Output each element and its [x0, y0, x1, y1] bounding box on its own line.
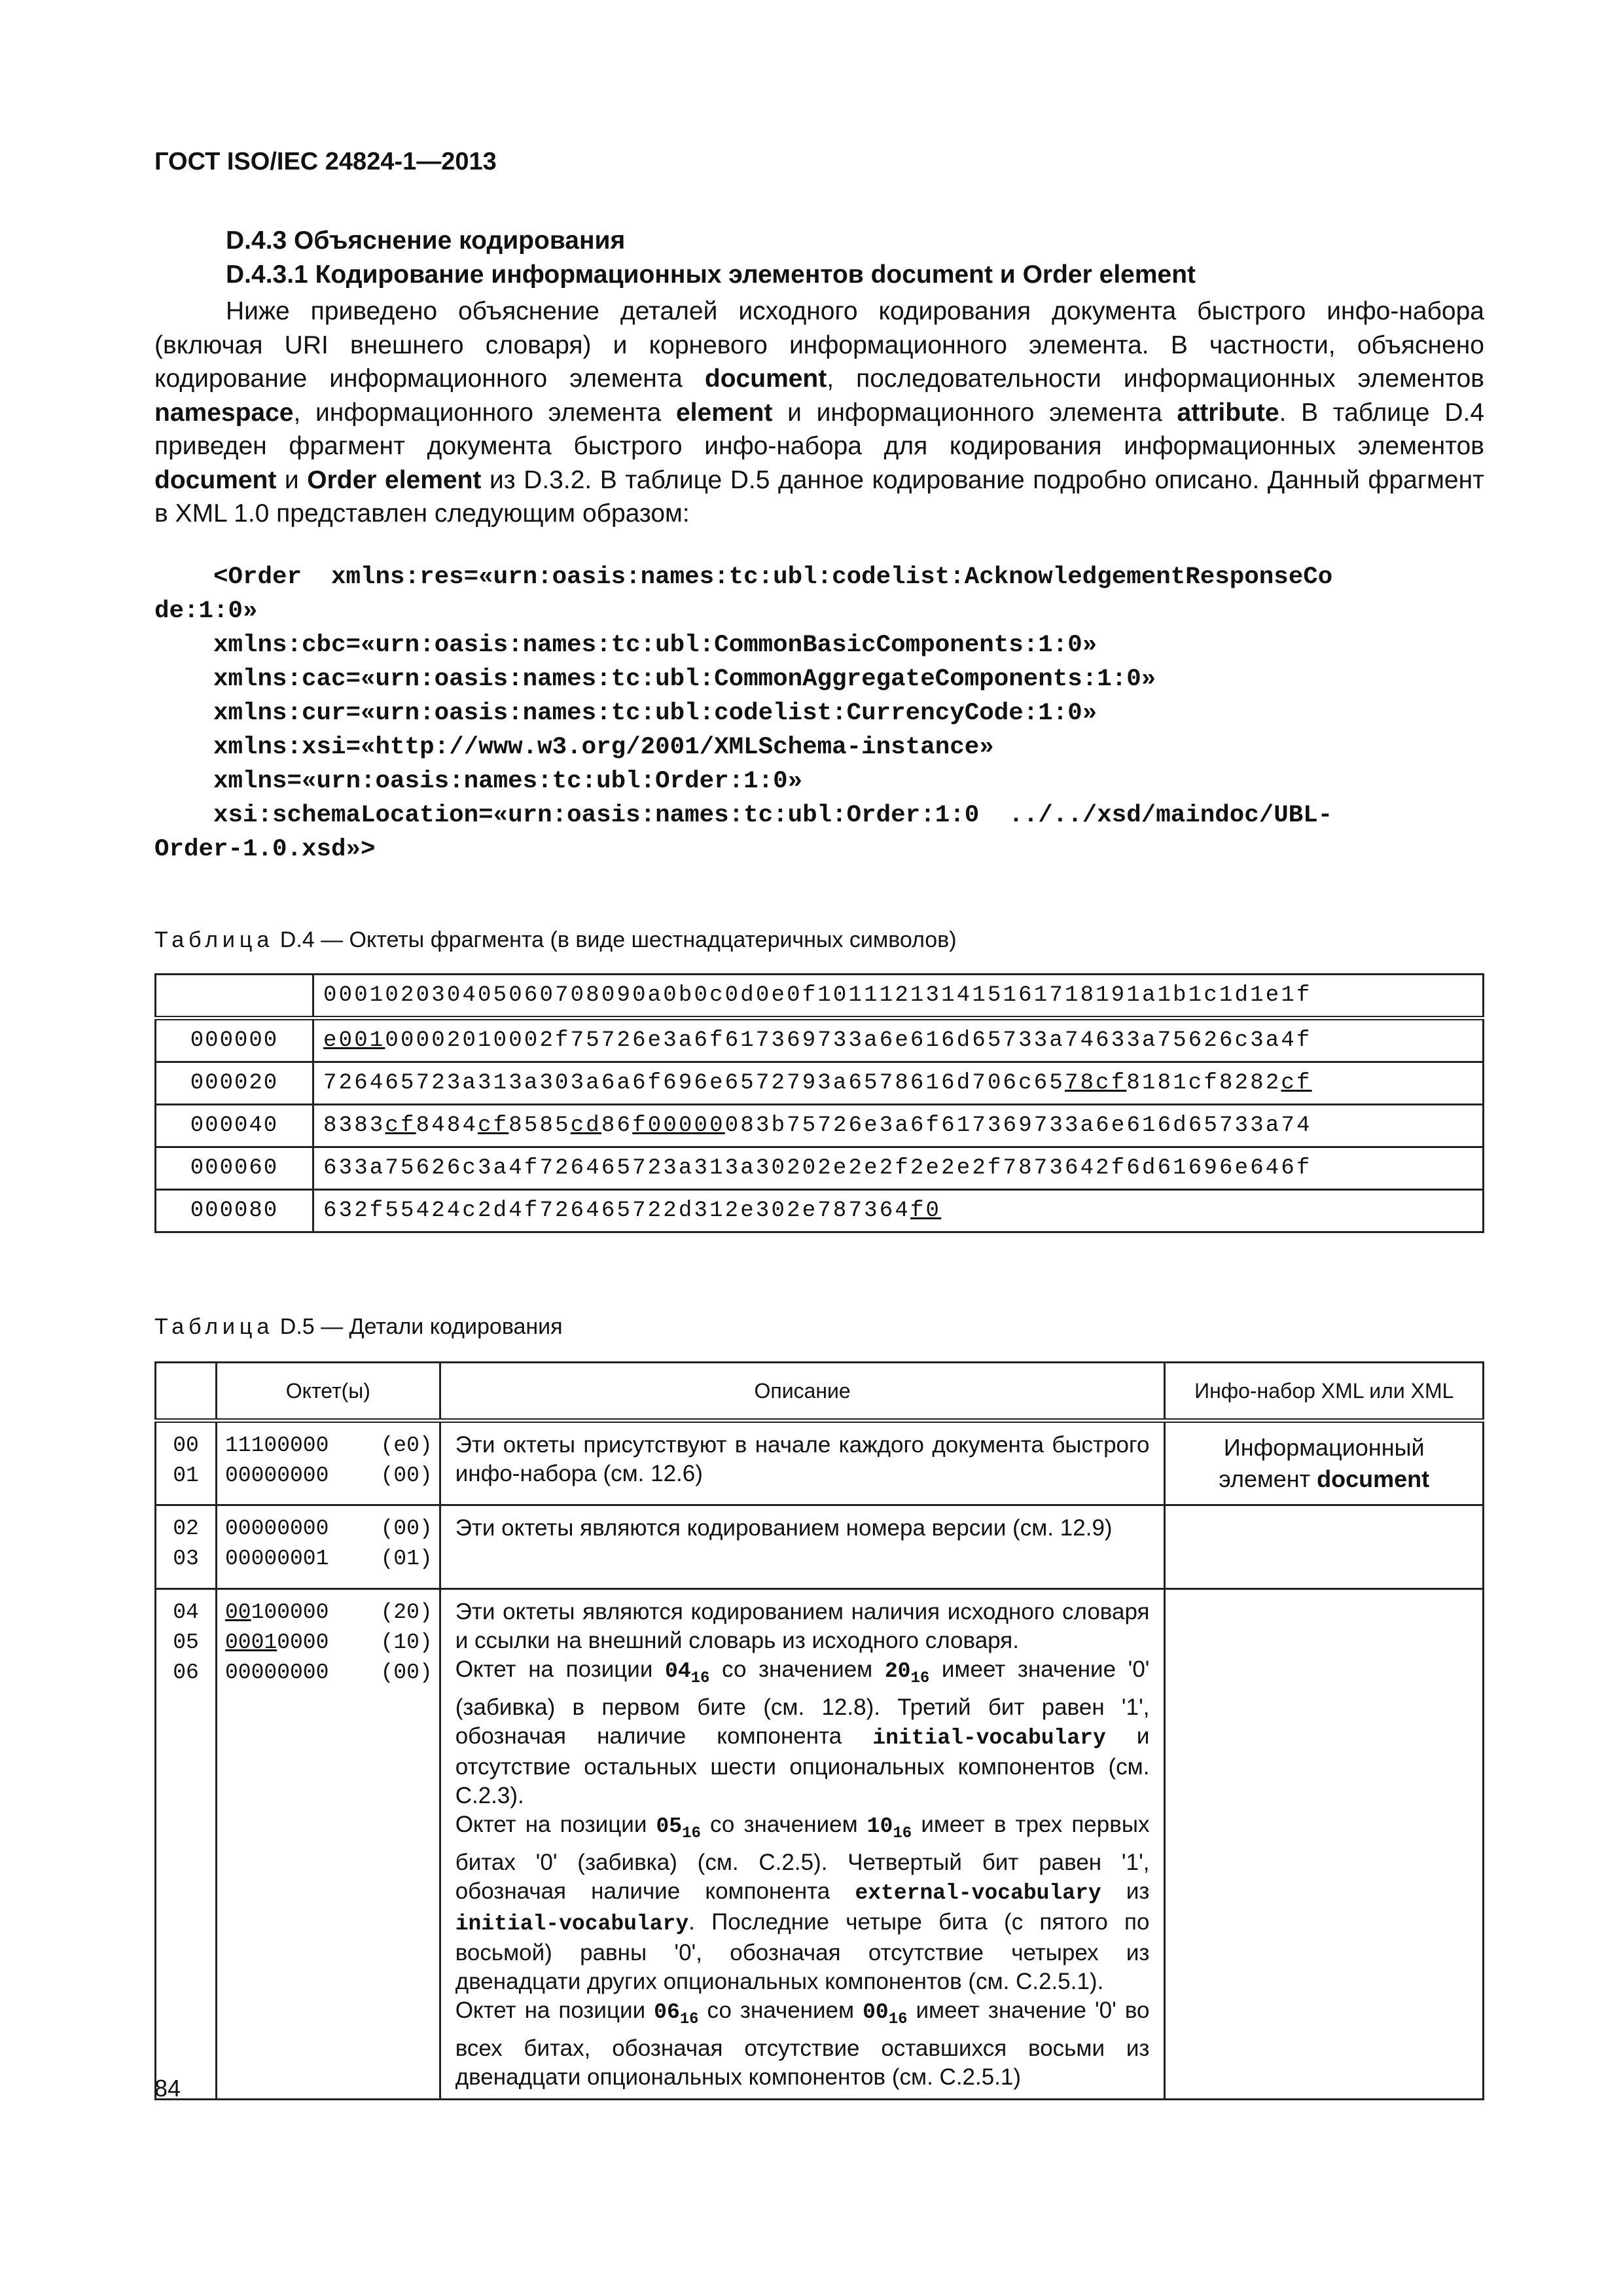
- column-header-octets: Октет(ы): [216, 1363, 440, 1421]
- infoset-term: document: [1317, 1465, 1430, 1492]
- hex-subscript: 16: [888, 2011, 908, 2028]
- hex-segment: 86: [601, 1113, 633, 1138]
- octet-hex: (20): [380, 1600, 433, 1624]
- octet-index: 04: [173, 1600, 199, 1624]
- code-line: xmlns:cur=«urn:oasis:names:tc:ubl:codelist:CurrencyCode:1:0»: [154, 700, 1097, 727]
- term-namespace: namespace: [154, 398, 294, 427]
- caption-label: Таблица: [154, 927, 274, 952]
- table-d4-caption: [154, 927, 957, 953]
- octet-binary: 00000001: [224, 1547, 329, 1571]
- hex-segment: 00002010002f75726e3a6f617369733a6e616d65733a74633a75626c3a4f: [385, 1028, 1312, 1053]
- desc-text: . Последние четыре бита (с пятого по восьмой) равны '0', обозначая отсутствие четырех из двенадцати других опциональных компонентов (см. C.2.5.1).: [455, 1909, 1150, 1994]
- hex-segment-underlined: cf: [1281, 1071, 1312, 1096]
- hex-bytes: [313, 1190, 1484, 1232]
- row-offset: 000060: [156, 1147, 313, 1190]
- table-d4: [154, 973, 1484, 1233]
- subsection-heading: D.4.3.1 Кодирование информационных элементов document и Order element: [226, 260, 1196, 289]
- octet-value: [225, 1544, 433, 1574]
- octet-value: [225, 1598, 433, 1628]
- row-offset: 000020: [156, 1062, 313, 1105]
- code-line: xmlns:cac=«urn:oasis:names:tc:ubl:CommonAggregateComponents:1:0»: [154, 666, 1156, 693]
- table-row: [156, 1018, 1484, 1062]
- table-row: [156, 1147, 1484, 1190]
- desc-text: имеет значение '0' (забивка) в первом бите (см. 12.8). Третий бит равен '1', обозначая наличие компонента: [455, 1657, 1150, 1749]
- desc-text: из: [1101, 1878, 1150, 1904]
- description-paragraph: [455, 1810, 1150, 1996]
- octet-position: 06: [654, 2000, 680, 2024]
- desc-text: имеет значение '0' во всех битах, обозначая отсутствие оставшихся восьми из двенадцати опциональных компонентов (см. C.2.5.1): [455, 1998, 1150, 2090]
- hex-segment: 726465723a313a303a6a6f696e6572793a6578616d706c65: [323, 1071, 1065, 1096]
- octet-index: 06: [173, 1660, 199, 1685]
- hex-segment: 8484: [416, 1113, 478, 1138]
- octet-position: 04: [665, 1659, 691, 1683]
- hex-subscript: 16: [893, 1825, 912, 1842]
- component-name: initial-vocabulary: [455, 1912, 689, 1936]
- octet-index-cell: [156, 1421, 217, 1505]
- column-header-description: Описание: [440, 1363, 1165, 1421]
- section-heading: D.4.3 Объяснение кодирования: [226, 226, 626, 255]
- code-line: <Order xmlns:res=«urn:oasis:names:tc:ubl:codelist:AcknowledgementResponseCo: [154, 564, 1333, 591]
- hex-segment-underlined: f0: [910, 1198, 942, 1223]
- table-row: [156, 1105, 1484, 1147]
- desc-text: Октет на позиции: [455, 1998, 654, 2023]
- hex-segment-underlined: cf: [478, 1113, 509, 1138]
- desc-text: имеет в трех первых битах '0' (забивка) (см. C.2.5). Четвертый бит равен '1', обозначая наличие компонента: [455, 1812, 1150, 1904]
- code-line: xsi:schemaLocation=«urn:oasis:names:tc:ubl:Order:1:0 ../../xsd/maindoc/UBL-: [154, 802, 1333, 829]
- page-number: 84: [154, 2075, 181, 2102]
- row-offset: 000040: [156, 1105, 313, 1147]
- term-order-element: Order element: [307, 465, 482, 494]
- table-row: [156, 1589, 1484, 2100]
- table-row: [156, 1062, 1484, 1105]
- table-d5-caption: [154, 1314, 563, 1340]
- octet-binary: 00000000: [224, 1660, 329, 1685]
- description-paragraph: Эти октеты являются кодированием наличия исходного словаря и ссылки на внешний словарь из исходного словаря.: [455, 1599, 1150, 1653]
- octet-bits: 0000: [277, 1630, 329, 1655]
- paragraph-text: Ниже приведено объяснение деталей исходного кодирования документа быстрого инфо-набора (включая URI внешнего словаря) и корневого информационного элемента. В частности, объяснено кодирование информационного элемента: [154, 297, 1484, 393]
- paragraph-text: и: [276, 465, 308, 494]
- paragraph-text: из D.3.2. В таблице D.5 данное кодирование подробно описано. Данный фрагмент в XML 1.0 представлен следующим образом:: [154, 465, 1484, 528]
- component-name: initial-vocabulary: [872, 1726, 1106, 1750]
- hex-segment: 083b75726e3a6f617369733a6e616d65733a74: [724, 1113, 1312, 1138]
- hex-subscript: 16: [690, 1670, 710, 1687]
- row-offset: 000080: [156, 1190, 313, 1232]
- column-header-infoset: Инфо-набор XML или XML: [1165, 1363, 1484, 1421]
- octet-hex: (00): [380, 1463, 433, 1488]
- table-corner-cell: [156, 975, 313, 1018]
- octet-index-cell: [156, 1505, 217, 1589]
- row-offset: 000000: [156, 1018, 313, 1062]
- hex-segment: 8383: [323, 1113, 385, 1138]
- octet-hex: (00): [380, 1516, 433, 1541]
- code-line: Order-1.0.xsd»>: [154, 836, 376, 863]
- code-line: xmlns:cbc=«urn:oasis:names:tc:ubl:CommonBasicComponents:1:0»: [154, 632, 1097, 659]
- paragraph-text: . В таблице D.4 приведен фрагмент документа быстрого инфо-набора для кодирования информационных элементов: [154, 398, 1485, 460]
- hex-segment: 633a75626c3a4f726465723a313a30202e2e2f2e2e2f7873642f6d61696e646f: [323, 1156, 1312, 1181]
- infoset-text: элемент: [1219, 1465, 1317, 1492]
- hex-segment-underlined: 78cf: [1064, 1071, 1127, 1096]
- hex-segment-underlined: f00000: [632, 1113, 725, 1138]
- hex-subscript: 16: [910, 1670, 930, 1687]
- hex-segment: 8585: [508, 1113, 571, 1138]
- octet-binary: [225, 1598, 329, 1628]
- octet-position: 05: [656, 1814, 683, 1839]
- octet-value-hex: 20: [884, 1659, 911, 1683]
- caption-text: D.4 — Октеты фрагмента (в виде шестнадцатеричных символов): [274, 927, 957, 952]
- infoset-cell: [1165, 1421, 1484, 1505]
- description-cell: Эти октеты присутствуют в начале каждого документа быстрого инфо-набора (см. 12.6): [440, 1421, 1165, 1505]
- hex-segment-underlined: cd: [570, 1113, 601, 1138]
- hex-bytes: [313, 1018, 1484, 1062]
- table-header-row: [156, 1363, 1484, 1421]
- table-row: [156, 1505, 1484, 1589]
- octet-value: [225, 1658, 433, 1688]
- hex-bytes: [313, 1147, 1484, 1190]
- infoset-label: [1172, 1463, 1476, 1495]
- infoset-cell: [1165, 1589, 1484, 2100]
- component-name: external-vocabulary: [855, 1881, 1101, 1905]
- description-paragraph: [455, 1996, 1150, 2092]
- octet-value: [225, 1628, 433, 1658]
- paragraph-text: и информационного элемента: [772, 398, 1177, 427]
- caption-text: D.5 — Детали кодирования: [274, 1314, 563, 1339]
- octet-index: 02: [173, 1516, 199, 1541]
- octet-value-hex: 10: [866, 1814, 893, 1839]
- term-attribute: attribute: [1177, 398, 1279, 427]
- hex-subscript: 16: [682, 1825, 701, 1842]
- octet-hex: (01): [380, 1547, 433, 1571]
- hex-subscript: 16: [679, 2011, 699, 2028]
- octet-bits-cell: [216, 1505, 440, 1589]
- octet-binary: [225, 1628, 329, 1658]
- term-document: document: [704, 365, 827, 393]
- paragraph-text: , информационного элемента: [293, 398, 676, 427]
- hex-segment-underlined: cf: [385, 1113, 416, 1138]
- octet-hex: (00): [380, 1660, 433, 1685]
- code-line: de:1:0»: [154, 598, 258, 625]
- infoset-cell: [1165, 1505, 1484, 1589]
- octet-bits: 100000: [251, 1600, 329, 1624]
- octet-value: [225, 1461, 433, 1491]
- description-cell: Эти октеты являются кодированием номера версии (см. 12.9): [440, 1505, 1165, 1589]
- octet-bits-cell: [216, 1589, 440, 2100]
- table-row: [156, 1421, 1484, 1505]
- term-element: element: [675, 398, 773, 427]
- hex-segment-underlined: e001: [323, 1028, 385, 1053]
- document-header: ГОСТ ISO/IEC 24824-1—2013: [154, 148, 497, 175]
- table-d5: [154, 1361, 1484, 2100]
- octet-bits-underlined: 00: [224, 1600, 251, 1624]
- term-document: document: [154, 465, 277, 494]
- octet-bits-cell: [216, 1421, 440, 1505]
- body-paragraph: [154, 295, 1484, 531]
- octet-hex: (10): [380, 1630, 433, 1655]
- paragraph-text: , последовательности информационных элементов: [827, 365, 1484, 393]
- octet-hex: (e0): [380, 1433, 433, 1458]
- octet-index: 05: [173, 1630, 199, 1655]
- code-line: xmlns:xsi=«http://www.w3.org/2001/XMLSchema-instance»: [154, 734, 994, 761]
- octet-binary: 00000000: [224, 1463, 329, 1488]
- caption-label: Таблица: [154, 1314, 274, 1339]
- description-cell: [440, 1589, 1165, 2100]
- description-paragraph: [455, 1655, 1150, 1810]
- octet-index: 03: [173, 1547, 199, 1571]
- desc-text: и отсутствие остальных шести опциональных компонентов (см. C.2.3).: [455, 1723, 1150, 1808]
- hex-bytes: [313, 1105, 1484, 1147]
- desc-text: со значением: [709, 1657, 885, 1682]
- hex-bytes: [313, 1062, 1484, 1105]
- byte-offset-header: 000102030405060708090a0b0c0d0e0f101112131415161718191a1b1c1d1e1f: [313, 975, 1484, 1018]
- column-header-index: [156, 1363, 217, 1421]
- hex-segment: 632f55424c2d4f726465722d312e302e787364: [323, 1198, 910, 1223]
- desc-text: со значением: [700, 1812, 867, 1837]
- octet-value: [225, 1431, 433, 1461]
- octet-index: 00: [173, 1433, 199, 1458]
- table-row: [156, 1190, 1484, 1232]
- octet-index-cell: [156, 1589, 217, 2100]
- desc-text: со значением: [698, 1998, 863, 2023]
- octet-binary: 00000000: [224, 1516, 329, 1541]
- octet-index: 01: [173, 1463, 199, 1488]
- desc-text: Октет на позиции: [455, 1812, 656, 1837]
- octet-value: [225, 1514, 433, 1544]
- hex-segment: 8181cf8282: [1126, 1071, 1281, 1096]
- octet-bits-underlined: 0001: [224, 1630, 277, 1655]
- table-header-row: [156, 975, 1484, 1018]
- infoset-label: Информационный: [1223, 1434, 1425, 1461]
- octet-value-hex: 00: [863, 2000, 889, 2024]
- octet-binary: 11100000: [224, 1433, 329, 1458]
- desc-text: Октет на позиции: [455, 1657, 666, 1682]
- code-line: xmlns=«urn:oasis:names:tc:ubl:Order:1:0»: [154, 768, 803, 795]
